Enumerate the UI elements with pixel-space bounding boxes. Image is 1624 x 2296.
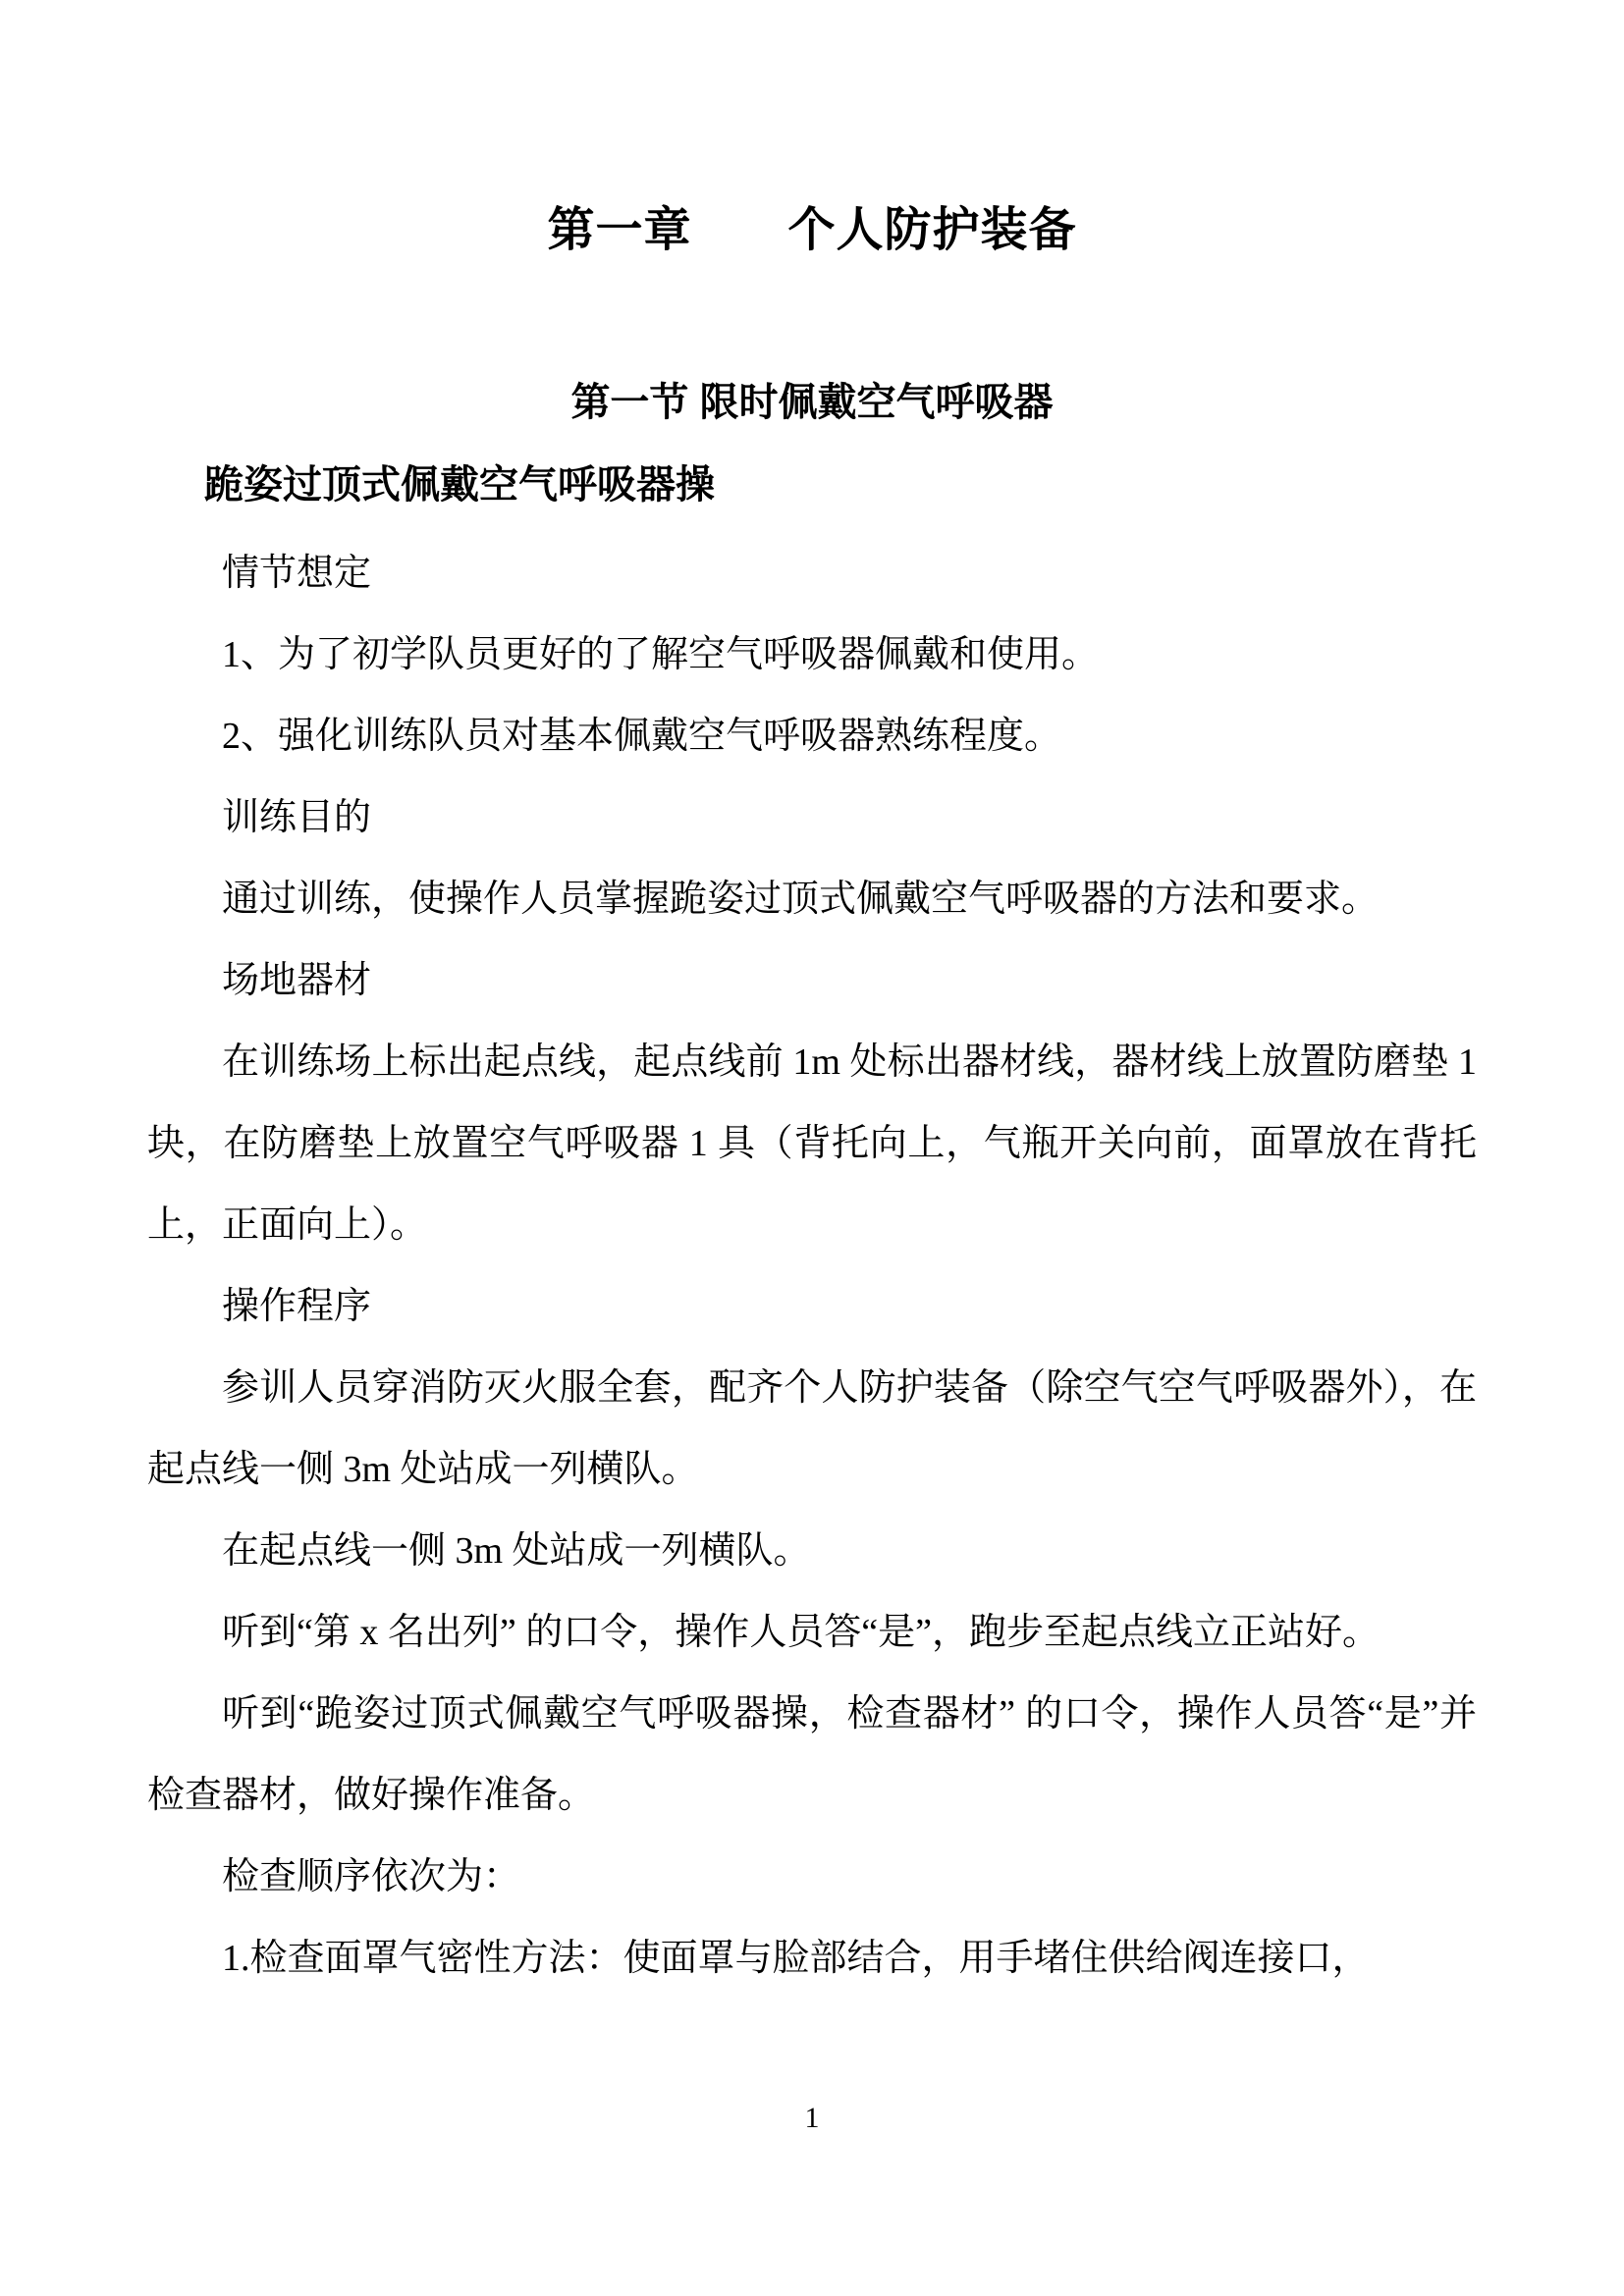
paragraph: 2、强化训练队员对基本佩戴空气呼吸器熟练程度。 — [222, 716, 1062, 757]
chapter-title: 第一章 个人防护装备 — [547, 204, 1077, 256]
paragraph: 1、为了初学队员更好的了解空气呼吸器佩戴和使用。 — [222, 634, 1100, 675]
document-body — [147, 533, 1477, 2000]
paragraph: 情节想定 — [222, 553, 372, 594]
paragraph: 通过训练，使操作人员掌握跪姿过顶式佩戴空气呼吸器的方法和要求。 — [222, 879, 1380, 920]
paragraph: 在起点线一侧 3m 处站成一列横队。 — [222, 1530, 811, 1572]
paragraph: 检查顺序依次为： — [222, 1856, 521, 1897]
paragraph: 在训练场上标出起点线，起点线前 1m 处标出器材线，器材线上放置防磨垫 1 块，在防磨垫上放置空气呼吸器 1 具（背托向上，气瓶开关向前，面罩放在背托上，正面向上）。 — [147, 1041, 1477, 1246]
page-number: 1 — [804, 2102, 820, 2134]
section-title: 第一节 限时佩戴空气呼吸器 — [570, 381, 1054, 424]
paragraph: 操作程序 — [222, 1286, 372, 1327]
paragraph: 场地器材 — [222, 960, 372, 1001]
paragraph: 训练目的 — [222, 797, 372, 838]
paragraph: 1.检查面罩气密性方法：使面罩与脸部结合，用手堵住供给阀连接口， — [222, 1938, 1370, 1979]
paragraph: 听到“第 x 名出列” 的口令，操作人员答“是”，跑步至起点线立正站好。 — [222, 1612, 1380, 1653]
paragraph: 参训人员穿消防灭火服全套，配齐个人防护装备（除空气空气呼吸器外），在起点线一侧 3m 处站成一列横队。 — [147, 1367, 1477, 1490]
subsection-title: 跪姿过顶式佩戴空气呼吸器操 — [204, 463, 715, 507]
paragraph: 听到“跪姿过顶式佩戴空气呼吸器操，检查器材” 的口令，操作人员答“是”并检查器材，做好操作准备。 — [147, 1693, 1477, 1816]
